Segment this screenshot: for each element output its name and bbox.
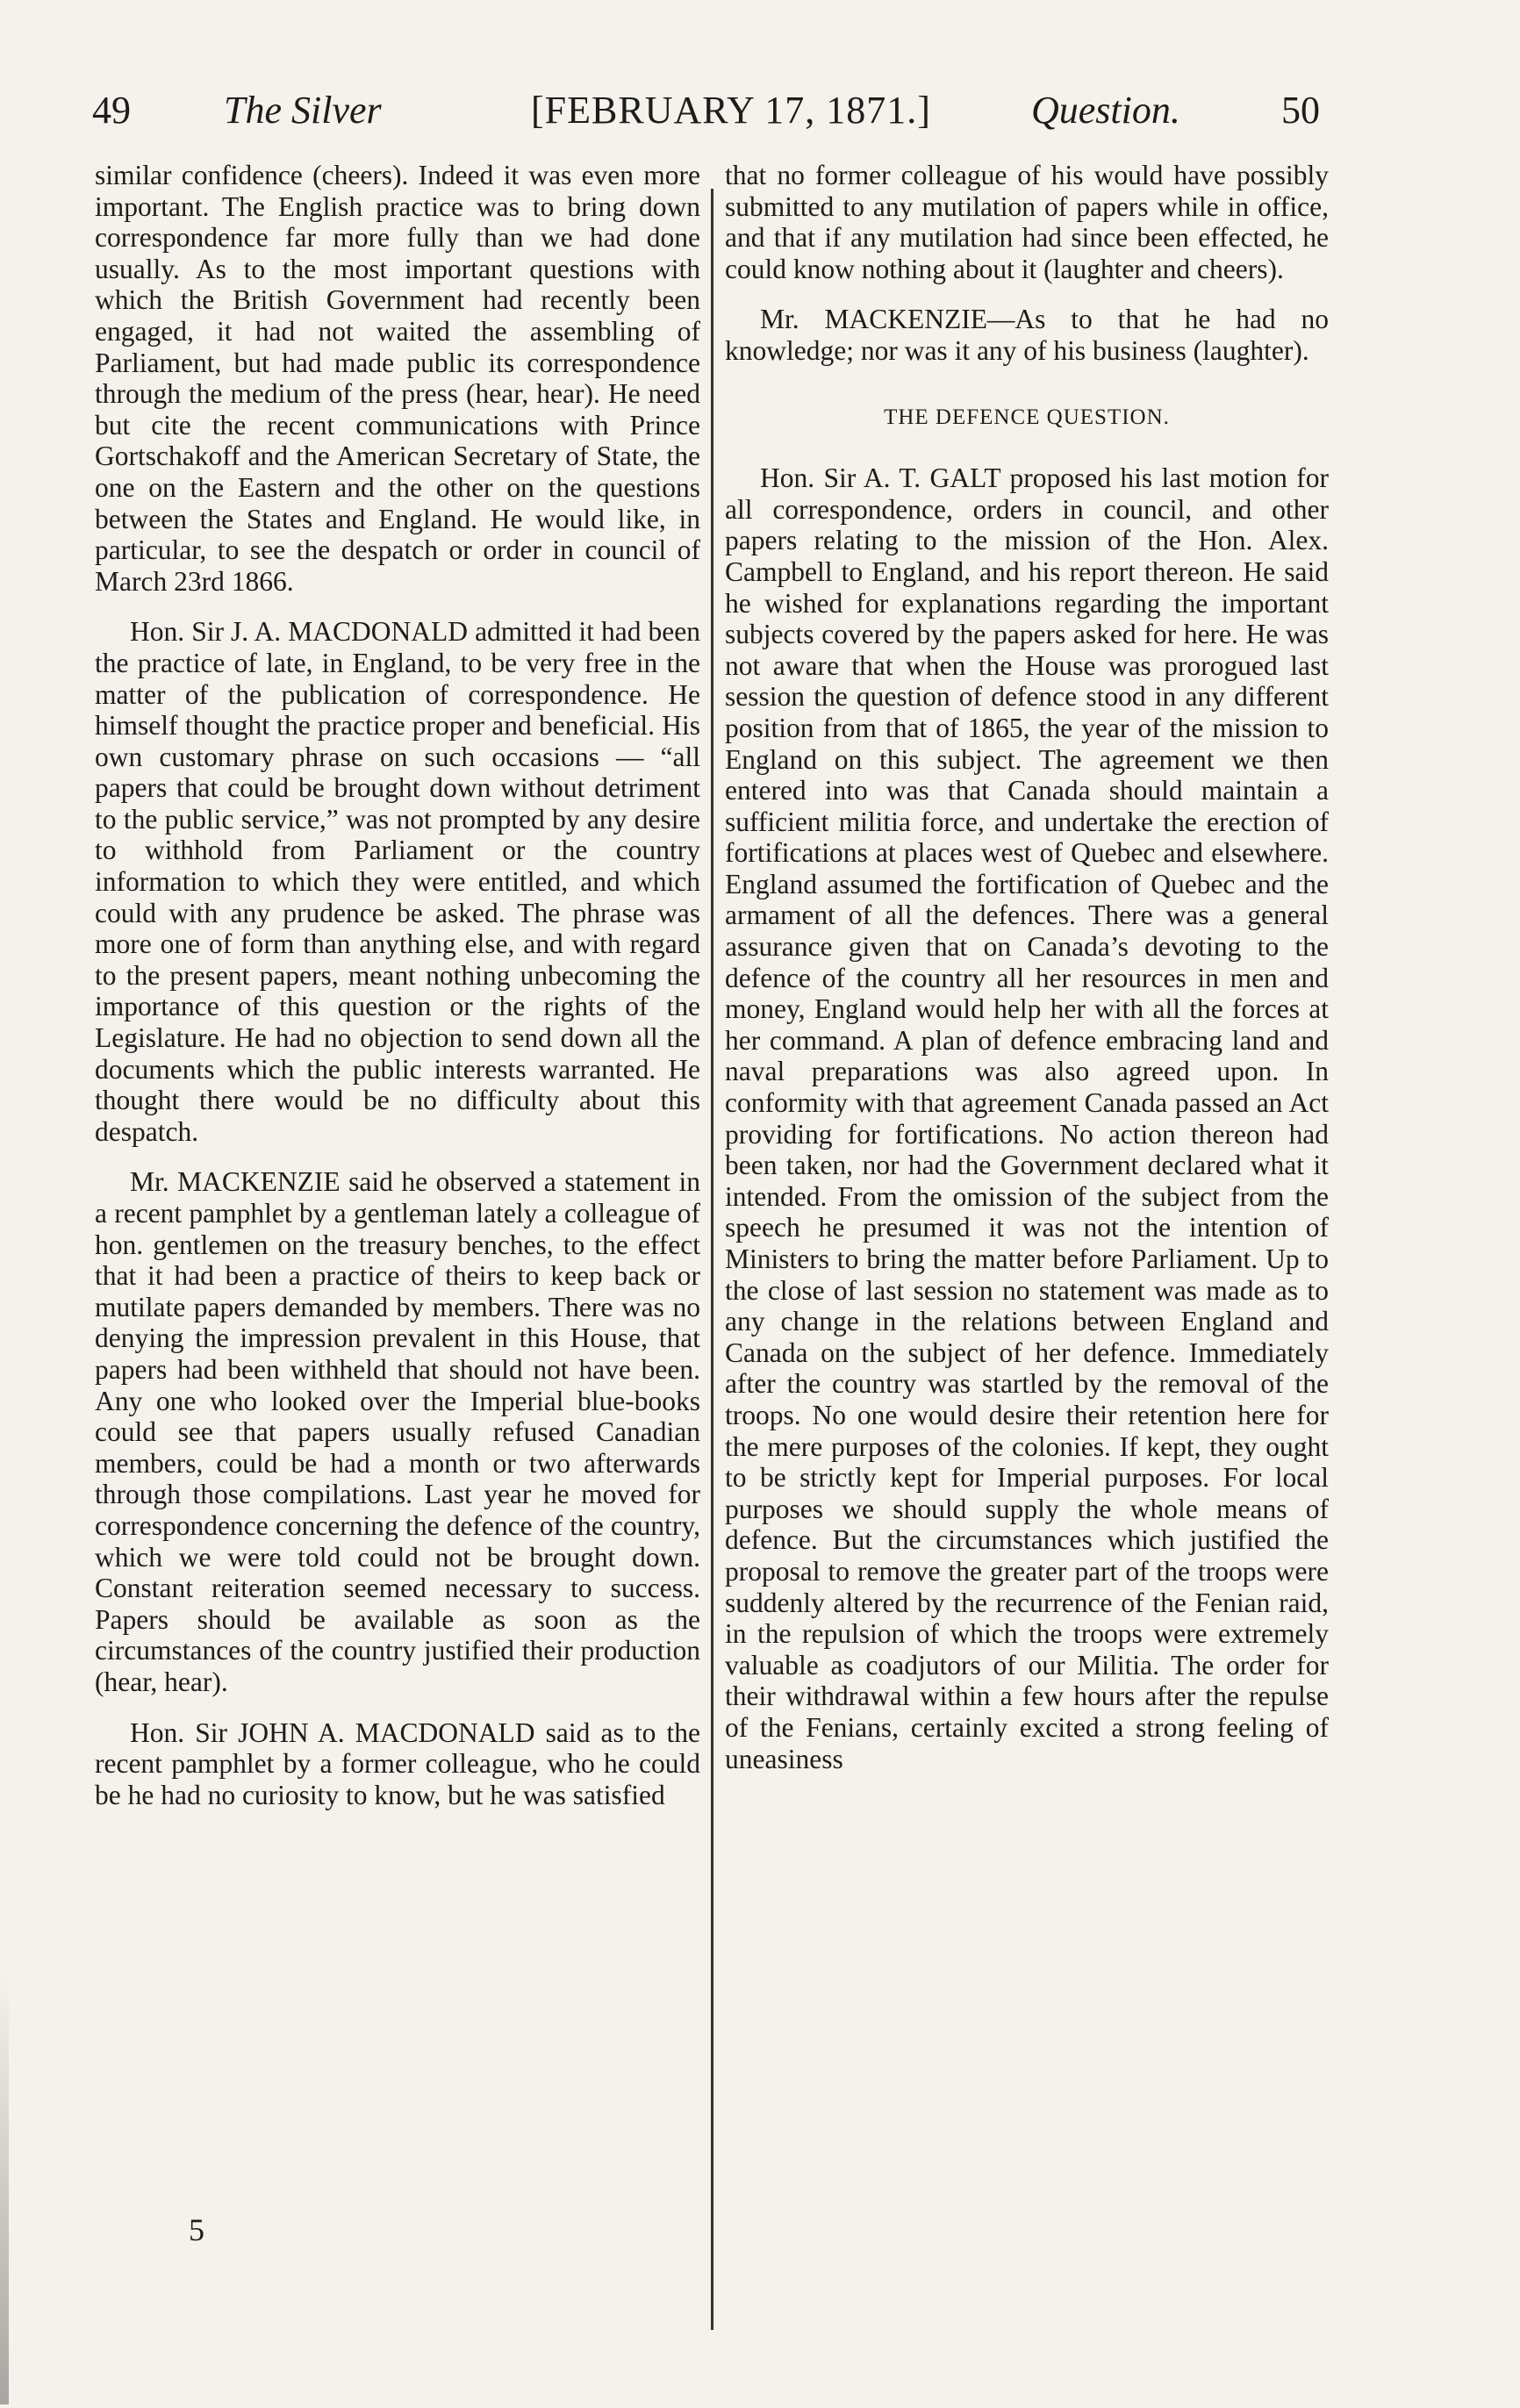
left-page-number: 49 bbox=[92, 89, 131, 132]
paragraph-galt-motion: Hon. Sir A. T. GALT proposed his last motion for all correspondence, orders in council, and other papers relating to the mission of the Hon. Alex. Campbell to England, and his report thereon. He said he wished for explanations regarding the important subjects covered by the papers asked for here. He was not aware that when the House was prorogued last session the question of defence stood in any different position from that of 1865, the year of the mission to England on this subject. The agreement we then entered into was that Canada should maintain a sufficient militia force, and undertake the erection of fortifications at places west of Quebec and elsewhere. England assumed the fortification of Quebec and the armament of all the defences. There was a general assurance given that on Canada’s devoting to the defence of the country all her resources in men and money, England would help her with all the forces at her command. A plan of defence embracing land and naval preparations was also agreed upon. In conformity with that agreement Canada passed an Act providing for fortifications. No action thereon had been taken, nor had the Government declared what it intended. From the omission of the subject from the speech he presumed it was not the intention of Ministers to bring the matter before Parliament. Up to the close of last session no statement was made as to any change in the relations between England and Canada on the subject of her defence. Immediately after the country was startled by the removal of the troops. No one would desire their retention here for the mere purposes of the colonies. If kept, they ought to be strictly kept for Imperial purposes. For local purposes we should supply the whole means of defence. But the circumstances which justified the proposal to remove the greater part of the troops were suddenly altered by the recurrence of the Fenian raid, in the repulsion of which the troops were extremely valuable as coadjutors of our Militia. The order for their withdrawal within a few hours after the repulse of the Fenians, certainly excited a strong feeling of uneasiness bbox=[725, 462, 1329, 1774]
left-running-title: The Silver bbox=[224, 89, 382, 132]
left-column bbox=[95, 160, 700, 1810]
right-column bbox=[725, 160, 1329, 1774]
paragraph-similar-confidence: similar confidence (cheers). Indeed it was even more important. The English practice was to bring down correspondence far more fully than we had done usually. As to the most important questions with which the British Government had recently been engaged, it had not waited the assembling of Parliament, but had made public its correspondence through the medium of the press (hear, hear). He need but cite the recent communications with Prince Gortschakoff and the American Secretary of State, the one on the Eastern and the other on the questions between the States and England. He would like, in particular, to see the despatch or order in council of March 23rd 1866. bbox=[95, 160, 700, 597]
paragraph-macdonald-admitted: Hon. Sir J. A. MACDONALD admitted it had been the practice of late, in England, to be very free in the matter of the publication of correspondence. He himself thought the practice proper and beneficial. His own customary phrase on such occasions — “all papers that could be brought down without detriment to the public service,” was not prompted by any desire to withhold from Parliament or the country information to which they were entitled, and which could with any prudence be asked. The phrase was more one of form than anything else, and with regard to the present papers, meant nothing unbecoming the importance of this question or the rights of the Legislature. He had no objection to send down all the documents which the public interests warranted. He thought there would be no difficulty about this despatch. bbox=[95, 616, 700, 1147]
column-divider bbox=[711, 189, 713, 2330]
paragraph-mackenzie-knowledge: Mr. MACKENZIE—As to that he had no knowledge; nor was it any of his business (laughter). bbox=[725, 304, 1329, 366]
running-header bbox=[92, 88, 1321, 158]
paragraph-macdonald-reply: Hon. Sir JOHN A. MACDONALD said as to the recent pamphlet by a former colleague, who he could be he had no curiosity to know, but he was satisfied bbox=[95, 1716, 700, 1810]
signature-mark: 5 bbox=[189, 2212, 204, 2247]
section-heading-defence-question: THE DEFENCE QUESTION. bbox=[884, 405, 1170, 429]
right-running-title: Question. bbox=[1031, 89, 1180, 132]
scan-edge-shadow bbox=[0, 1974, 9, 2404]
paragraph-mackenzie-pamphlet: Mr. MACKENZIE said he observed a statement in a recent pamphlet by a gentleman lately a colleague of hon. gentlemen on the treasury benches, to the effect that it had been a practice of theirs to keep back or mutilate papers demanded by members. There was no denying the impression prevalent in this House, that papers had been withheld that should not have been. Any one who looked over the Imperial blue-books could see that papers usually refused Canadian members, could be had a month or two afterwards through those compilations. Last year he moved for correspondence concerning the defence of the country, which we were told could not be brought down. Constant reiteration seemed necessary to success. Papers should be available as soon as the circumstances of the country justified their production (hear, hear). bbox=[95, 1166, 700, 1697]
paragraph-former-colleague: that no former colleague of his would have possibly submitted to any mutilation of papers while in office, and that if any mutilation had since been effected, he could know nothing about it (laughter and cheers). bbox=[725, 160, 1329, 284]
right-page-number: 50 bbox=[1281, 89, 1320, 132]
header-date: [FEBRUARY 17, 1871.] bbox=[531, 89, 931, 132]
